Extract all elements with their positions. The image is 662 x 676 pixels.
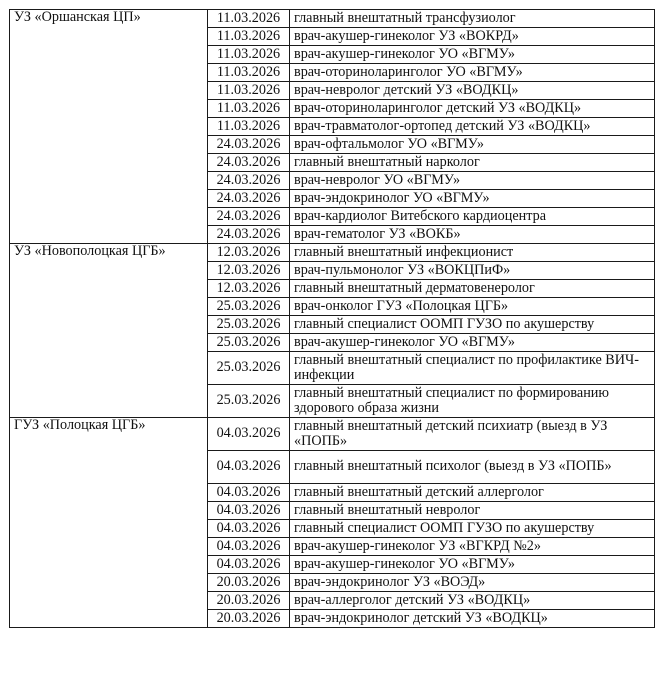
table-row [10,418,655,451]
specialist-cell: главный внештатный трансфузиолог [290,10,655,28]
institution-cell: УЗ «Оршанская ЦП» [10,10,208,244]
specialist-cell: главный внештатный психолог (выезд в УЗ «ПОПБ» [290,451,655,484]
specialist-cell: врач-оториноларинголог детский УЗ «ВОДКЦ» [290,100,655,118]
visit-schedule-table [9,9,655,628]
date-cell: 12.03.2026 [208,280,290,298]
specialist-cell: врач-пульмонолог УЗ «ВОКЦПиФ» [290,262,655,280]
date-cell: 24.03.2026 [208,172,290,190]
date-cell: 11.03.2026 [208,100,290,118]
date-cell: 25.03.2026 [208,352,290,385]
date-cell: 25.03.2026 [208,316,290,334]
date-cell: 25.03.2026 [208,298,290,316]
specialist-cell: врач-оториноларинголог УО «ВГМУ» [290,64,655,82]
date-cell: 04.03.2026 [208,520,290,538]
specialist-cell: врач-гематолог УЗ «ВОКБ» [290,226,655,244]
specialist-cell: главный внештатный невролог [290,502,655,520]
date-cell: 12.03.2026 [208,244,290,262]
specialist-cell: главный внештатный специалист по профилактике ВИЧ-инфекции [290,352,655,385]
specialist-cell: врач-эндокринолог детский УЗ «ВОДКЦ» [290,610,655,628]
date-cell: 24.03.2026 [208,190,290,208]
specialist-cell: врач-эндокринолог УО «ВГМУ» [290,190,655,208]
date-cell: 20.03.2026 [208,592,290,610]
table-row [10,244,655,262]
date-cell: 24.03.2026 [208,136,290,154]
specialist-cell: главный внештатный специалист по формированию здорового образа жизни [290,385,655,418]
date-cell: 04.03.2026 [208,538,290,556]
date-cell: 20.03.2026 [208,610,290,628]
date-cell: 04.03.2026 [208,556,290,574]
specialist-cell: врач-эндокринолог УЗ «ВОЭД» [290,574,655,592]
specialist-cell: врач-офтальмолог УО «ВГМУ» [290,136,655,154]
date-cell: 11.03.2026 [208,28,290,46]
table-row [10,10,655,28]
specialist-cell: врач-акушер-гинеколог УО «ВГМУ» [290,46,655,64]
date-cell: 25.03.2026 [208,385,290,418]
specialist-cell: главный внештатный дерматовенеролог [290,280,655,298]
specialist-cell: главный специалист ООМП ГУЗО по акушерству [290,520,655,538]
date-cell: 24.03.2026 [208,154,290,172]
specialist-cell: главный внештатный нарколог [290,154,655,172]
specialist-cell: врач-акушер-гинеколог УО «ВГМУ» [290,556,655,574]
date-cell: 11.03.2026 [208,82,290,100]
specialist-cell: врач-акушер-гинеколог УЗ «ВОКРД» [290,28,655,46]
date-cell: 20.03.2026 [208,574,290,592]
specialist-cell: врач-акушер-гинеколог УЗ «ВГКРД №2» [290,538,655,556]
date-cell: 11.03.2026 [208,118,290,136]
schedule-body [10,10,655,628]
specialist-cell: врач-онколог ГУЗ «Полоцкая ЦГБ» [290,298,655,316]
specialist-cell: врач-акушер-гинеколог УО «ВГМУ» [290,334,655,352]
specialist-cell: врач-невролог УО «ВГМУ» [290,172,655,190]
document-page [9,9,655,628]
institution-cell: ГУЗ «Полоцкая ЦГБ» [10,418,208,628]
specialist-cell: главный внештатный детский психиатр (выезд в УЗ «ПОПБ» [290,418,655,451]
date-cell: 11.03.2026 [208,64,290,82]
specialist-cell: врач-кардиолог Витебского кардиоцентра [290,208,655,226]
specialist-cell: главный внештатный детский аллерголог [290,484,655,502]
date-cell: 11.03.2026 [208,46,290,64]
date-cell: 25.03.2026 [208,334,290,352]
date-cell: 04.03.2026 [208,502,290,520]
date-cell: 04.03.2026 [208,484,290,502]
date-cell: 04.03.2026 [208,418,290,451]
specialist-cell: врач-аллерголог детский УЗ «ВОДКЦ» [290,592,655,610]
specialist-cell: врач-травматолог-ортопед детский УЗ «ВОДКЦ» [290,118,655,136]
specialist-cell: главный специалист ООМП ГУЗО по акушерству [290,316,655,334]
date-cell: 24.03.2026 [208,226,290,244]
date-cell: 12.03.2026 [208,262,290,280]
date-cell: 24.03.2026 [208,208,290,226]
institution-cell: УЗ «Новополоцкая ЦГБ» [10,244,208,418]
date-cell: 04.03.2026 [208,451,290,484]
date-cell: 11.03.2026 [208,10,290,28]
specialist-cell: врач-невролог детский УЗ «ВОДКЦ» [290,82,655,100]
specialist-cell: главный внештатный инфекционист [290,244,655,262]
